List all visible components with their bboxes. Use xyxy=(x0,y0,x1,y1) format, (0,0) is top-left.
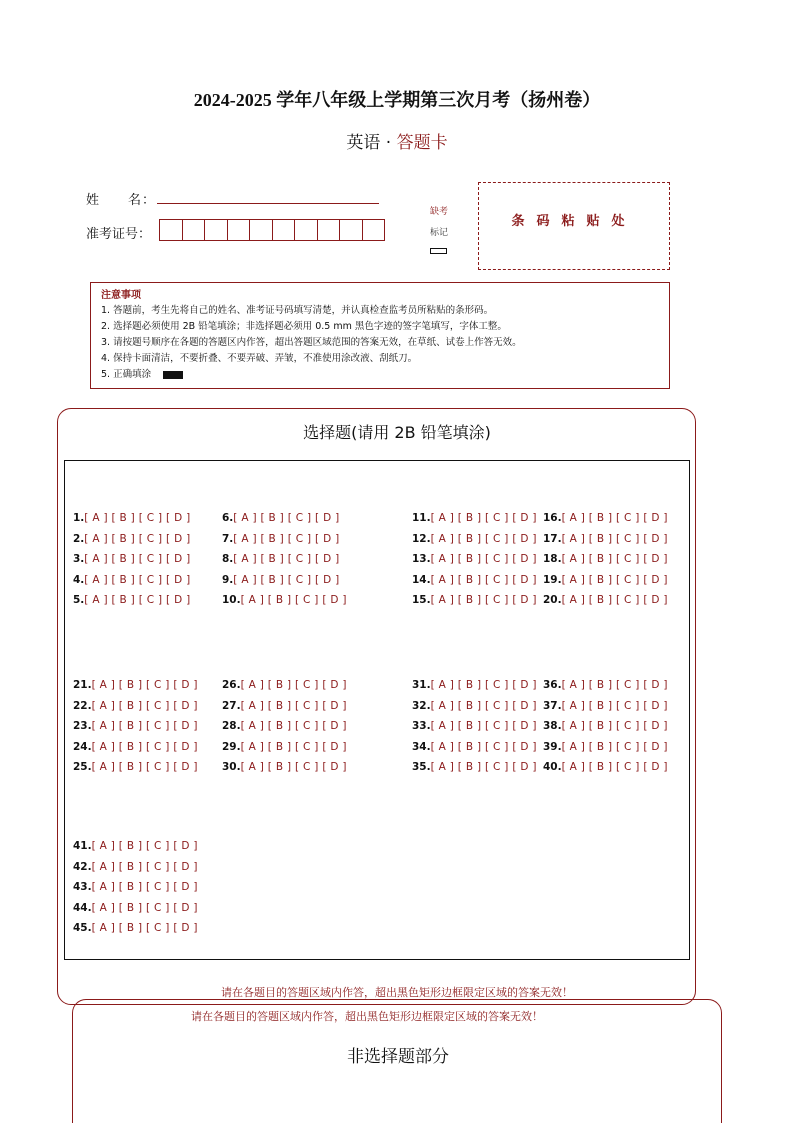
question-number: 10. xyxy=(222,594,241,607)
question-number: 1. xyxy=(73,512,85,524)
answer-card-label: 答题卡 xyxy=(396,133,448,153)
absent-line-1: 缺考 xyxy=(429,207,448,217)
answer-options[interactable]: [ A ] [ B ] [ C ] [ D ] xyxy=(561,740,668,753)
question-row[interactable] xyxy=(222,700,347,712)
question-row[interactable] xyxy=(73,720,198,732)
absent-mark-box[interactable] xyxy=(430,248,447,254)
answer-options[interactable]: [ A ] [ B ] [ C ] [ D ] xyxy=(84,512,191,524)
nonchoice-warning: 请在各题目的答题区域内作答，超出黑色矩形边框限定区域的答案无效！ xyxy=(191,1010,543,1023)
question-number: 36. xyxy=(543,679,562,691)
question-number: 9. xyxy=(222,573,234,586)
question-number: 3. xyxy=(73,553,85,566)
exam-id-digit-box[interactable] xyxy=(272,219,296,241)
answer-options[interactable]: [ A ] [ B ] [ C ] [ D ] xyxy=(84,532,191,545)
answer-options[interactable]: [ A ] [ B ] [ C ] [ D ] xyxy=(233,512,340,524)
question-row[interactable] xyxy=(543,574,668,586)
answer-options[interactable]: [ A ] [ B ] [ C ] [ D ] xyxy=(91,699,198,712)
name-field[interactable] xyxy=(157,203,379,204)
answer-options[interactable]: [ A ] [ B ] [ C ] [ D ] xyxy=(240,699,347,712)
answer-options[interactable]: [ A ] [ B ] [ C ] [ D ] xyxy=(430,720,537,733)
question-number: 32. xyxy=(412,699,431,712)
exam-id-digit-box[interactable] xyxy=(204,219,228,241)
question-number: 19. xyxy=(543,573,562,586)
question-row[interactable] xyxy=(543,533,668,545)
question-row[interactable] xyxy=(73,594,191,606)
question-row[interactable] xyxy=(412,741,537,753)
question-row[interactable] xyxy=(543,679,668,691)
exam-id-digit-box[interactable] xyxy=(182,219,206,241)
exam-id-digit-box[interactable] xyxy=(362,219,386,241)
question-number: 24. xyxy=(73,740,92,753)
question-row[interactable] xyxy=(73,553,191,565)
answer-options[interactable]: [ A ] [ B ] [ C ] [ D ] xyxy=(430,761,537,774)
question-number: 39. xyxy=(543,740,562,753)
exam-id-digit-box[interactable] xyxy=(227,219,251,241)
answer-options[interactable]: [ A ] [ B ] [ C ] [ D ] xyxy=(233,532,340,545)
question-number: 14. xyxy=(412,573,431,586)
question-number: 33. xyxy=(412,720,431,733)
answer-options[interactable]: [ A ] [ B ] [ C ] [ D ] xyxy=(84,553,191,566)
question-number: 17. xyxy=(543,532,562,545)
answer-options[interactable]: [ A ] [ B ] [ C ] [ D ] xyxy=(561,699,668,712)
notice-box xyxy=(90,282,670,389)
question-number: 13. xyxy=(412,553,431,566)
question-row[interactable] xyxy=(73,574,191,586)
answer-options[interactable]: [ A ] [ B ] [ C ] [ D ] xyxy=(91,720,198,733)
question-row[interactable] xyxy=(73,700,198,712)
answer-options[interactable]: [ A ] [ B ] [ C ] [ D ] xyxy=(91,922,198,935)
notice-title: 注意事项 xyxy=(101,290,141,301)
answer-options[interactable]: [ A ] [ B ] [ C ] [ D ] xyxy=(240,740,347,753)
question-number: 5. xyxy=(73,594,85,607)
question-row[interactable] xyxy=(412,720,537,732)
question-number: 16. xyxy=(543,512,562,524)
answer-options[interactable]: [ A ] [ B ] [ C ] [ D ] xyxy=(430,512,537,524)
nonchoice-section-title: 非选择题部分 xyxy=(347,1047,449,1067)
exam-id-boxes[interactable] xyxy=(160,219,385,241)
answer-options[interactable]: [ A ] [ B ] [ C ] [ D ] xyxy=(91,860,198,873)
answer-options[interactable]: [ A ] [ B ] [ C ] [ D ] xyxy=(561,573,668,586)
answer-options[interactable]: [ A ] [ B ] [ C ] [ D ] xyxy=(91,881,198,894)
question-row[interactable] xyxy=(73,533,191,545)
question-number: 7. xyxy=(222,532,234,545)
question-number: 27. xyxy=(222,699,241,712)
question-row[interactable] xyxy=(222,553,340,565)
question-row[interactable] xyxy=(543,553,668,565)
choice-section-title: 选择题(请用 2B 铅笔填涂) xyxy=(303,423,491,442)
answer-options[interactable]: [ A ] [ B ] [ C ] [ D ] xyxy=(561,720,668,733)
answer-options[interactable]: [ A ] [ B ] [ C ] [ D ] xyxy=(561,532,668,545)
question-row[interactable] xyxy=(73,922,198,934)
answer-options[interactable]: [ A ] [ B ] [ C ] [ D ] xyxy=(561,679,668,691)
exam-id-digit-box[interactable] xyxy=(249,219,273,241)
answer-options[interactable]: [ A ] [ B ] [ C ] [ D ] xyxy=(240,594,347,607)
answer-options[interactable]: [ A ] [ B ] [ C ] [ D ] xyxy=(430,532,537,545)
question-number: 12. xyxy=(412,532,431,545)
question-number: 4. xyxy=(73,573,85,586)
question-number: 35. xyxy=(412,761,431,774)
exam-id-digit-box[interactable] xyxy=(339,219,363,241)
notice-item: 4. 保持卡面清洁，不要折叠、不要弄破、弄皱，不准使用涂改液、刮纸刀。 xyxy=(101,353,418,364)
question-number: 42. xyxy=(73,860,92,873)
answer-options[interactable]: [ A ] [ B ] [ C ] [ D ] xyxy=(240,679,347,691)
question-row[interactable] xyxy=(543,594,668,606)
answer-options[interactable]: [ A ] [ B ] [ C ] [ D ] xyxy=(561,594,668,607)
question-number: 6. xyxy=(222,512,234,524)
answer-options[interactable]: [ A ] [ B ] [ C ] [ D ] xyxy=(233,573,340,586)
exam-id-label: 准考证号： xyxy=(86,227,152,242)
question-number: 18. xyxy=(543,553,562,566)
question-row[interactable] xyxy=(412,574,537,586)
question-number: 15. xyxy=(412,594,431,607)
answer-options[interactable]: [ A ] [ B ] [ C ] [ D ] xyxy=(561,761,668,774)
question-number: 29. xyxy=(222,740,241,753)
question-row[interactable] xyxy=(412,553,537,565)
exam-id-digit-box[interactable] xyxy=(317,219,341,241)
question-number: 8. xyxy=(222,553,234,566)
question-row[interactable] xyxy=(412,594,537,606)
question-row[interactable] xyxy=(73,741,198,753)
question-row[interactable] xyxy=(73,861,198,873)
question-number: 38. xyxy=(543,720,562,733)
notice-item: 2. 选择题必须使用 2B 铅笔填涂；非选择题必须用 0.5 mm 黑色字迹的签字笔填写，字体工整。 xyxy=(101,321,507,332)
answer-options[interactable]: [ A ] [ B ] [ C ] [ D ] xyxy=(91,840,198,852)
question-number: 20. xyxy=(543,594,562,607)
question-number: 21. xyxy=(73,679,92,691)
notice-item-text: 5. 正确填涂 xyxy=(101,369,152,380)
answer-options[interactable]: [ A ] [ B ] [ C ] [ D ] xyxy=(91,740,198,753)
question-row[interactable] xyxy=(543,761,668,773)
answer-options[interactable]: [ A ] [ B ] [ C ] [ D ] xyxy=(430,699,537,712)
question-row[interactable] xyxy=(73,881,198,893)
choice-warning: 请在各题目的答题区域内作答，超出黑色矩形边框限定区域的答案无效！ xyxy=(221,986,573,999)
question-number: 45. xyxy=(73,922,92,935)
question-number: 2. xyxy=(73,532,85,545)
question-number: 37. xyxy=(543,699,562,712)
question-row[interactable] xyxy=(222,594,347,606)
question-number: 28. xyxy=(222,720,241,733)
answer-options[interactable]: [ A ] [ B ] [ C ] [ D ] xyxy=(430,740,537,753)
notice-item xyxy=(101,367,659,383)
question-row[interactable] xyxy=(222,679,347,691)
answer-options[interactable]: [ A ] [ B ] [ C ] [ D ] xyxy=(233,553,340,566)
exam-id-digit-box[interactable] xyxy=(294,219,318,241)
answer-options[interactable]: [ A ] [ B ] [ C ] [ D ] xyxy=(240,761,347,774)
question-number: 30. xyxy=(222,761,241,774)
fill-sample-mark xyxy=(163,371,183,379)
question-number: 11. xyxy=(412,512,431,524)
barcode-label: 条码粘贴处 xyxy=(511,213,637,229)
question-number: 44. xyxy=(73,901,92,914)
question-row[interactable] xyxy=(73,902,198,914)
question-row[interactable] xyxy=(73,761,198,773)
answer-options[interactable]: [ A ] [ B ] [ C ] [ D ] xyxy=(430,594,537,607)
page-title: 2024-2025 学年八年级上学期第三次月考（扬州卷） xyxy=(193,90,601,110)
answer-options[interactable]: [ A ] [ B ] [ C ] [ D ] xyxy=(240,720,347,733)
question-row[interactable] xyxy=(222,533,340,545)
answer-options[interactable]: [ A ] [ B ] [ C ] [ D ] xyxy=(91,761,198,774)
question-row[interactable] xyxy=(222,761,347,773)
question-row[interactable] xyxy=(543,741,668,753)
subject-title xyxy=(0,128,794,153)
notice-item: 1. 答题前，考生先将自己的姓名、准考证号码填写清楚，并认真检查监考员所粘贴的条形码。 xyxy=(101,305,494,316)
question-row[interactable] xyxy=(412,533,537,545)
question-number: 31. xyxy=(412,679,431,691)
absent-line-2: 标记 xyxy=(429,228,448,238)
answer-options[interactable]: [ A ] [ B ] [ C ] [ D ] xyxy=(561,512,668,524)
question-row[interactable] xyxy=(412,679,537,691)
barcode-area xyxy=(478,182,670,270)
question-row[interactable] xyxy=(412,512,537,524)
question-number: 41. xyxy=(73,840,92,852)
subject-label: 英语 · xyxy=(346,133,397,153)
question-row[interactable] xyxy=(543,720,668,732)
answer-options[interactable]: [ A ] [ B ] [ C ] [ D ] xyxy=(84,573,191,586)
question-number: 43. xyxy=(73,881,92,894)
question-row[interactable] xyxy=(543,512,668,524)
question-row[interactable] xyxy=(73,679,198,691)
answer-options[interactable]: [ A ] [ B ] [ C ] [ D ] xyxy=(430,679,537,691)
answer-options[interactable]: [ A ] [ B ] [ C ] [ D ] xyxy=(430,573,537,586)
answer-options[interactable]: [ A ] [ B ] [ C ] [ D ] xyxy=(91,901,198,914)
answer-options[interactable]: [ A ] [ B ] [ C ] [ D ] xyxy=(84,594,191,607)
question-row[interactable] xyxy=(73,840,198,852)
answer-options[interactable]: [ A ] [ B ] [ C ] [ D ] xyxy=(430,553,537,566)
question-number: 26. xyxy=(222,679,241,691)
question-row[interactable] xyxy=(222,574,340,586)
notice-item: 3. 请按题号顺序在各题的答题区内作答，超出答题区域范围的答案无效，在草纸、试卷上作答无效。 xyxy=(101,337,522,348)
absent-mark-label xyxy=(420,202,458,244)
name-label: 姓 名： xyxy=(86,193,157,208)
exam-id-digit-box[interactable] xyxy=(159,219,183,241)
answer-options[interactable]: [ A ] [ B ] [ C ] [ D ] xyxy=(561,553,668,566)
question-row[interactable] xyxy=(73,512,191,524)
question-number: 34. xyxy=(412,740,431,753)
question-row[interactable] xyxy=(543,700,668,712)
answer-options[interactable]: [ A ] [ B ] [ C ] [ D ] xyxy=(91,679,198,691)
question-row[interactable] xyxy=(412,761,537,773)
question-row[interactable] xyxy=(222,741,347,753)
question-number: 22. xyxy=(73,699,92,712)
question-row[interactable] xyxy=(222,512,340,524)
question-number: 40. xyxy=(543,761,562,774)
question-number: 25. xyxy=(73,761,92,774)
question-number: 23. xyxy=(73,720,92,733)
question-row[interactable] xyxy=(222,720,347,732)
question-row[interactable] xyxy=(412,700,537,712)
